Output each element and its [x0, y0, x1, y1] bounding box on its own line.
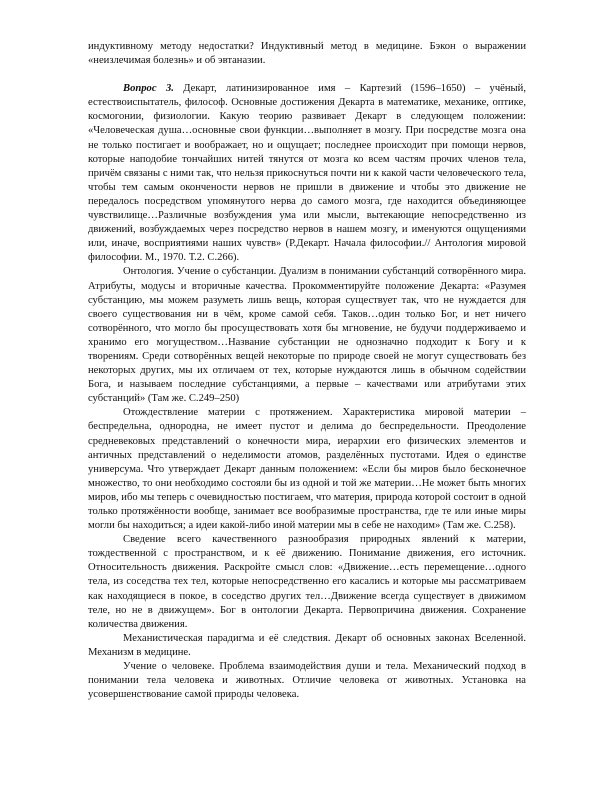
paragraph-human-doctrine: Учение о человеке. Проблема взаимодействия души и тела. Механический подход в понимании тела человека и животных. Отличие человека от животных. Установка на усовершенствование самой природы человека.	[88, 661, 526, 701]
paragraph-bacon-continuation: индуктивному методу недостатки? Индуктивный метод в медицине. Бэкон о выражении «неизлечимая болезнь» и об эвтаназии.	[88, 41, 526, 67]
paragraph-matter-extension: Отождествление материи с протяжением. Характеристика мировой материи – беспредельна, однородна, не имеет пустот и делима до беспредельности. Преодоление средневековых представлений о конечности мира, иерархии его физических элементов и античных представлений о неделимости атомов, разделённых пустотами. Идея о единстве универсума. Что утверждает Декарт данным положением: «Если бы миров было бесконечное множество, то они необходимо состояли бы из одной и той же материи…Не может быть многих миров, ибо мы теперь с очевидностью постигаем, что материя, природа которой состоит в одной только протяжённости вообще, занимает все вообразимые пространства, где те или иные миры могли бы находиться; а идеи какой-либо иной материи мы в себе не находим» (Там же. С.258).	[88, 407, 526, 532]
paragraph-question-3	[88, 82, 526, 265]
question-label: Вопрос 3.	[123, 83, 174, 95]
paragraph-ontology: Онтология. Учение о субстанции. Дуализм в понимании субстанций сотворённого мира. Атрибуты, модусы и вторичные качества. Прокомментируйте положение Декарта: «Разумея субстанцию, мы можем разуметь лишь вещь, которая существует так, что не нуждается для своего существования ни в чём, кроме самой себя. Таков…один только Бог, и нет ничего сотворённого, что могло бы просуществовать хотя бы мгновение, не будучи поддерживаемо и хранимо его могуществом…Название субстанции не однозначно подходит к Богу и к творениям. Среди сотворённых вещей некоторые по природе своей не могут существовать без некоторых других, мы их отличаем от тех, которые нуждаются лишь в обычном содействии Бога, и называем последние субстанциями, а первые – качествами или атрибутами этих субстанций» (Там же. С.249–250)	[88, 266, 526, 405]
paragraph-motion: Сведение всего качественного разнообразия природных явлений к материи, тождественной с пространством, и к её движению. Понимание движения, его источник. Относительность движения. Раскройте смысл слов: «Движение…есть перемещение…одного тела, из соседства тех тел, которые непосредственно его касались и которые мы рассматриваем как находящиеся в покое, в соседство других тел…Движение всегда существует в движимом теле, но не в движущем». Бог в онтологии Декарта. Первопричина движения. Сохранение количества движения.	[88, 534, 526, 630]
paragraph-mechanistic-paradigm: Механистическая парадигма и её следствия. Декарт об основных законах Вселенной. Механизм в медицине.	[88, 632, 526, 658]
question-text: Декарт, латинизированное имя – Картезий (1596–1650) – учёный, естествоиспытатель, философ. Основные достижения Декарта в математике, механике, оптике, космогонии, физиологии. Какую теорию развивает Декарт в следующем положении: «Человеческая душа…основные свои функции…выполняет в мозгу. При посредстве мозга она не только постигает и воображает, но и ощущает; последнее происходит при помощи нервов, которые наподобие тончайших нитей тянутся от мозга ко всем частям прочих членов тела, причём связаны с ними так, что нельзя прикоснуться почти ни к какой части человеческого тела, чтобы тем самым окончености нервов не пришли в движение и чтобы это движение не передалось посредством упомянутого нерва до самого мозга, где находится объединяющее чувствилище…Различные возбуждения ума или мысли, вытекающие непосредственно из движений, возбуждаемых через посредство нервов в нашем мозгу, и именуются ощущениями или, иначе, восприятиями наших чувств» (Р.Декарт. Начала философии.// Антология мировой философии. М., 1970. Т.2. С.266).	[88, 83, 526, 264]
